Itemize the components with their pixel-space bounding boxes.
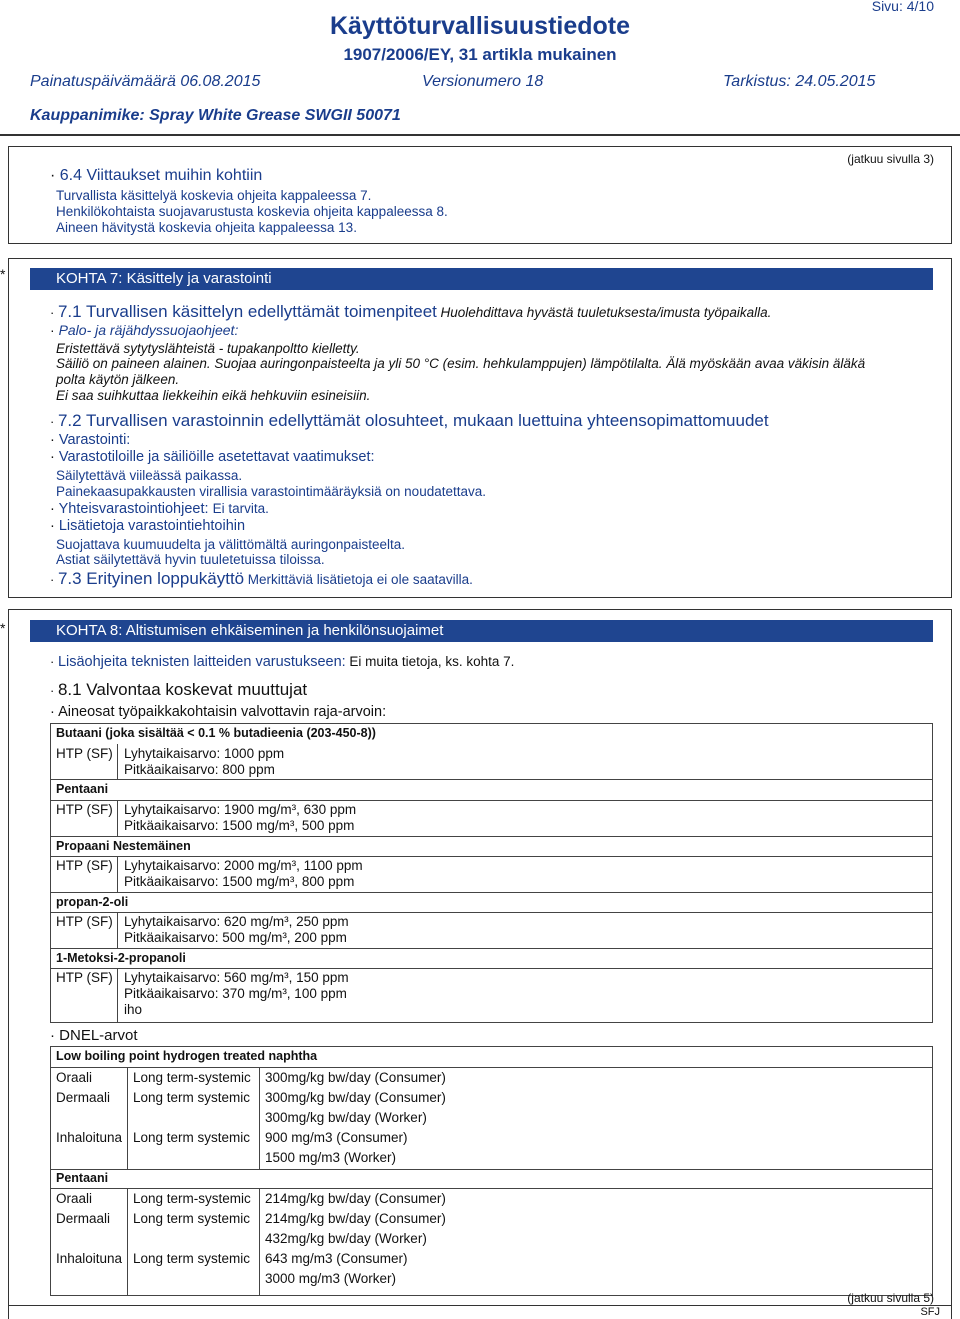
row-divider [50, 800, 933, 801]
substance-name: Propaani Nestemäinen [56, 839, 191, 853]
substance-name: Butaani (joka sisältää < 0.1 % butadieenia (203-450-8)) [56, 726, 376, 740]
short-term-value: Lyhytaikaisarvo: 620 mg/m³, 250 ppm [124, 914, 349, 929]
short-term-value: Lyhytaikaisarvo: 1000 ppm [124, 746, 285, 761]
substance-name: propan-2-oli [56, 895, 129, 909]
substance-code: HTP (SF) [56, 914, 113, 929]
dnel-type: Long term systemic [133, 1130, 251, 1145]
page-number: Sivu: 4/10 [871, 0, 934, 14]
dnel-type: Long term systemic [133, 1090, 251, 1105]
section-6-4-line: Turvallista käsittelyä koskevia ohjeita kappaleessa 7. [56, 188, 372, 203]
joint-storage: · Yhteisvarastointiohjeet: Ei tarvita. [50, 501, 269, 517]
dnel-route: Dermaali [56, 1090, 111, 1105]
column-divider [259, 1188, 260, 1296]
substance-code: HTP (SF) [56, 746, 113, 761]
skin-note: iho [124, 1002, 143, 1017]
dnel-heading: · DNEL-arvot [50, 1027, 138, 1044]
short-term-value: Lyhytaikaisarvo: 2000 mg/m³, 1100 ppm [124, 858, 363, 873]
dnel-route: Oraali [56, 1070, 93, 1085]
dnel-route: Inhaloituna [56, 1130, 123, 1145]
version-number: Versionumero 18 [422, 73, 544, 90]
column-divider [127, 1067, 128, 1169]
dnel-value: 214mg/kg bw/day (Consumer) [265, 1191, 446, 1206]
more-storage-line: Astiat säilytettävä hyvin tuuletetuissa tiloissa. [56, 552, 325, 567]
revision-date: Tarkistus: 24.05.2015 [723, 73, 876, 90]
section-8-1-heading: · 8.1 Valvontaa koskevat muuttujat [50, 680, 308, 699]
section-6-4-line: Henkilökohtaista suojavarustusta koskevia ohjeita kappaleessa 8. [56, 204, 448, 219]
row-divider [50, 836, 933, 837]
short-term-value: Lyhytaikaisarvo: 560 mg/m³, 150 ppm [124, 970, 349, 985]
long-term-value: Pitkäaikaisarvo: 500 mg/m³, 200 ppm [124, 930, 347, 945]
section-7-1: · 7.1 Turvallisen käsittelyn edellyttämät toimenpiteet Huolehdittava hyvästä tuuletuksesta/imusta työpaikalla. [50, 302, 772, 321]
substance-code: HTP (SF) [56, 970, 113, 985]
fire-line: Eristettävä sytytyslähteistä - tupakanpoltto kielletty. [56, 341, 360, 356]
column-divider [117, 800, 118, 836]
section-7-bar [30, 268, 933, 290]
section-8-bar [30, 620, 933, 642]
dnel-type: Long term-systemic [133, 1070, 251, 1085]
dnel-value: 300mg/kg bw/day (Consumer) [265, 1090, 446, 1105]
column-divider [259, 1067, 260, 1169]
section-6-4-heading: · 6.4 Viittaukset muihin kohtiin [50, 167, 263, 184]
fire-line: Ei saa suihkuttaa liekkeihin eikä hehkuviin esineisiin. [56, 388, 371, 403]
dnel-value: 900 mg/m3 (Consumer) [265, 1130, 408, 1145]
more-storage-heading: · Lisätietoja varastointiehtoihin [50, 518, 246, 534]
footer-divider [8, 1305, 952, 1306]
row-divider [50, 892, 933, 893]
column-divider [117, 856, 118, 892]
column-divider [117, 968, 118, 1023]
section-8-asterisk: * [0, 620, 6, 636]
substance-code: HTP (SF) [56, 802, 113, 817]
storage-heading: · Varastointi: [50, 432, 131, 448]
substance-name: 1-Metoksi-2-propanoli [56, 951, 186, 965]
dnel-value: 643 mg/m3 (Consumer) [265, 1251, 408, 1266]
print-date: Painatuspäivämäärä 06.08.2015 [30, 73, 261, 90]
more-storage-line: Suojattava kuumuudelta ja välittömältä auringonpaisteelta. [56, 537, 405, 552]
long-term-value: Pitkäaikaisarvo: 370 mg/m³, 100 ppm [124, 986, 347, 1001]
column-divider [117, 744, 118, 779]
header-divider [0, 134, 960, 136]
footer-code: SFJ [920, 1306, 940, 1318]
dnel-route: Oraali [56, 1191, 93, 1206]
row-divider [50, 948, 933, 949]
dnel-route: Inhaloituna [56, 1251, 123, 1266]
row-divider [50, 968, 933, 969]
section-7-2-heading: · 7.2 Turvallisen varastoinnin edellyttämät olosuhteet, mukaan luettuina yhteensopimattomuudet [50, 411, 769, 430]
substance-name: Pentaani [56, 782, 109, 796]
dnel-type: Long term systemic [133, 1211, 251, 1226]
dnel-route: Dermaali [56, 1211, 111, 1226]
requirements-line: Säilytettävä viileässä paikassa. [56, 468, 243, 483]
row-divider [50, 1067, 933, 1068]
long-term-value: Pitkäaikaisarvo: 1500 mg/m³, 500 ppm [124, 818, 355, 833]
long-term-value: Pitkäaikaisarvo: 800 ppm [124, 762, 275, 777]
dnel-type: Long term systemic [133, 1251, 251, 1266]
continued-from: (jatkuu sivulla 3) [847, 152, 934, 166]
limits-heading: · Aineosat työpaikkakohtaisin valvottavin raja-arvoin: [50, 704, 387, 720]
requirements-line: Painekaasupakkausten virallisia varastointimääräyksiä on noudatettava. [56, 484, 486, 499]
document-subtitle: 1907/2006/EY, 31 artikla mukainen [343, 45, 617, 64]
short-term-value: Lyhytaikaisarvo: 1900 mg/m³, 630 ppm [124, 802, 357, 817]
dnel-value: 300mg/kg bw/day (Consumer) [265, 1070, 446, 1085]
row-divider [50, 1169, 933, 1170]
fire-line: Säiliö on paineen alainen. Suojaa auringonpaisteelta ja yli 50 °C (esim. hehkulamppujen) lämpötilalta. Älä myöskään avaa väkisin äläkä [56, 356, 866, 371]
long-term-value: Pitkäaikaisarvo: 1500 mg/m³, 800 ppm [124, 874, 355, 889]
section-7-3: · 7.3 Erityinen loppukäyttö Merkittäviä lisätietoja ei ole saatavilla. [50, 569, 473, 588]
row-divider [50, 856, 933, 857]
fire-heading: · Palo- ja räjähdyssuojaohjeet: [50, 322, 239, 338]
continued-to: (jatkuu sivulla 5) [847, 1291, 934, 1305]
dnel-type: Long term-systemic [133, 1191, 251, 1206]
row-divider [50, 912, 933, 913]
column-divider [127, 1188, 128, 1296]
requirements-heading: · Varastotiloille ja säiliöille asetettavat vaatimukset: [50, 449, 375, 465]
dnel-value: 300mg/kg bw/day (Worker) [265, 1110, 427, 1125]
section-7-title: KOHTA 7: Käsittely ja varastointi [56, 270, 272, 287]
dnel-group-name: Low boiling point hydrogen treated naphtha [56, 1049, 318, 1063]
fire-line: polta käytön jälkeen. [56, 372, 180, 387]
section-7-asterisk: * [0, 266, 6, 282]
trade-name: Kauppanimike: Spray White Grease SWGII 50071 [30, 107, 401, 124]
dnel-value: 3000 mg/m3 (Worker) [265, 1271, 397, 1286]
dnel-value: 1500 mg/m3 (Worker) [265, 1150, 397, 1165]
dnel-value: 214mg/kg bw/day (Consumer) [265, 1211, 446, 1226]
tech-equipment: · Lisäohjeita teknisten laitteiden varustukseen: Ei muita tietoja, ks. kohta 7. [50, 654, 515, 670]
row-divider [50, 779, 933, 780]
column-divider [117, 912, 118, 948]
section-6-4-line: Aineen hävitystä koskevia ohjeita kappaleessa 13. [56, 220, 357, 235]
row-divider [50, 1188, 933, 1189]
section-8-title: KOHTA 8: Altistumisen ehkäiseminen ja henkilönsuojaimet [56, 622, 444, 639]
dnel-group-name: Pentaani [56, 1171, 109, 1185]
dnel-value: 432mg/kg bw/day (Worker) [265, 1231, 427, 1246]
substance-code: HTP (SF) [56, 858, 113, 873]
document-title: Käyttöturvallisuustiedote [329, 12, 631, 40]
